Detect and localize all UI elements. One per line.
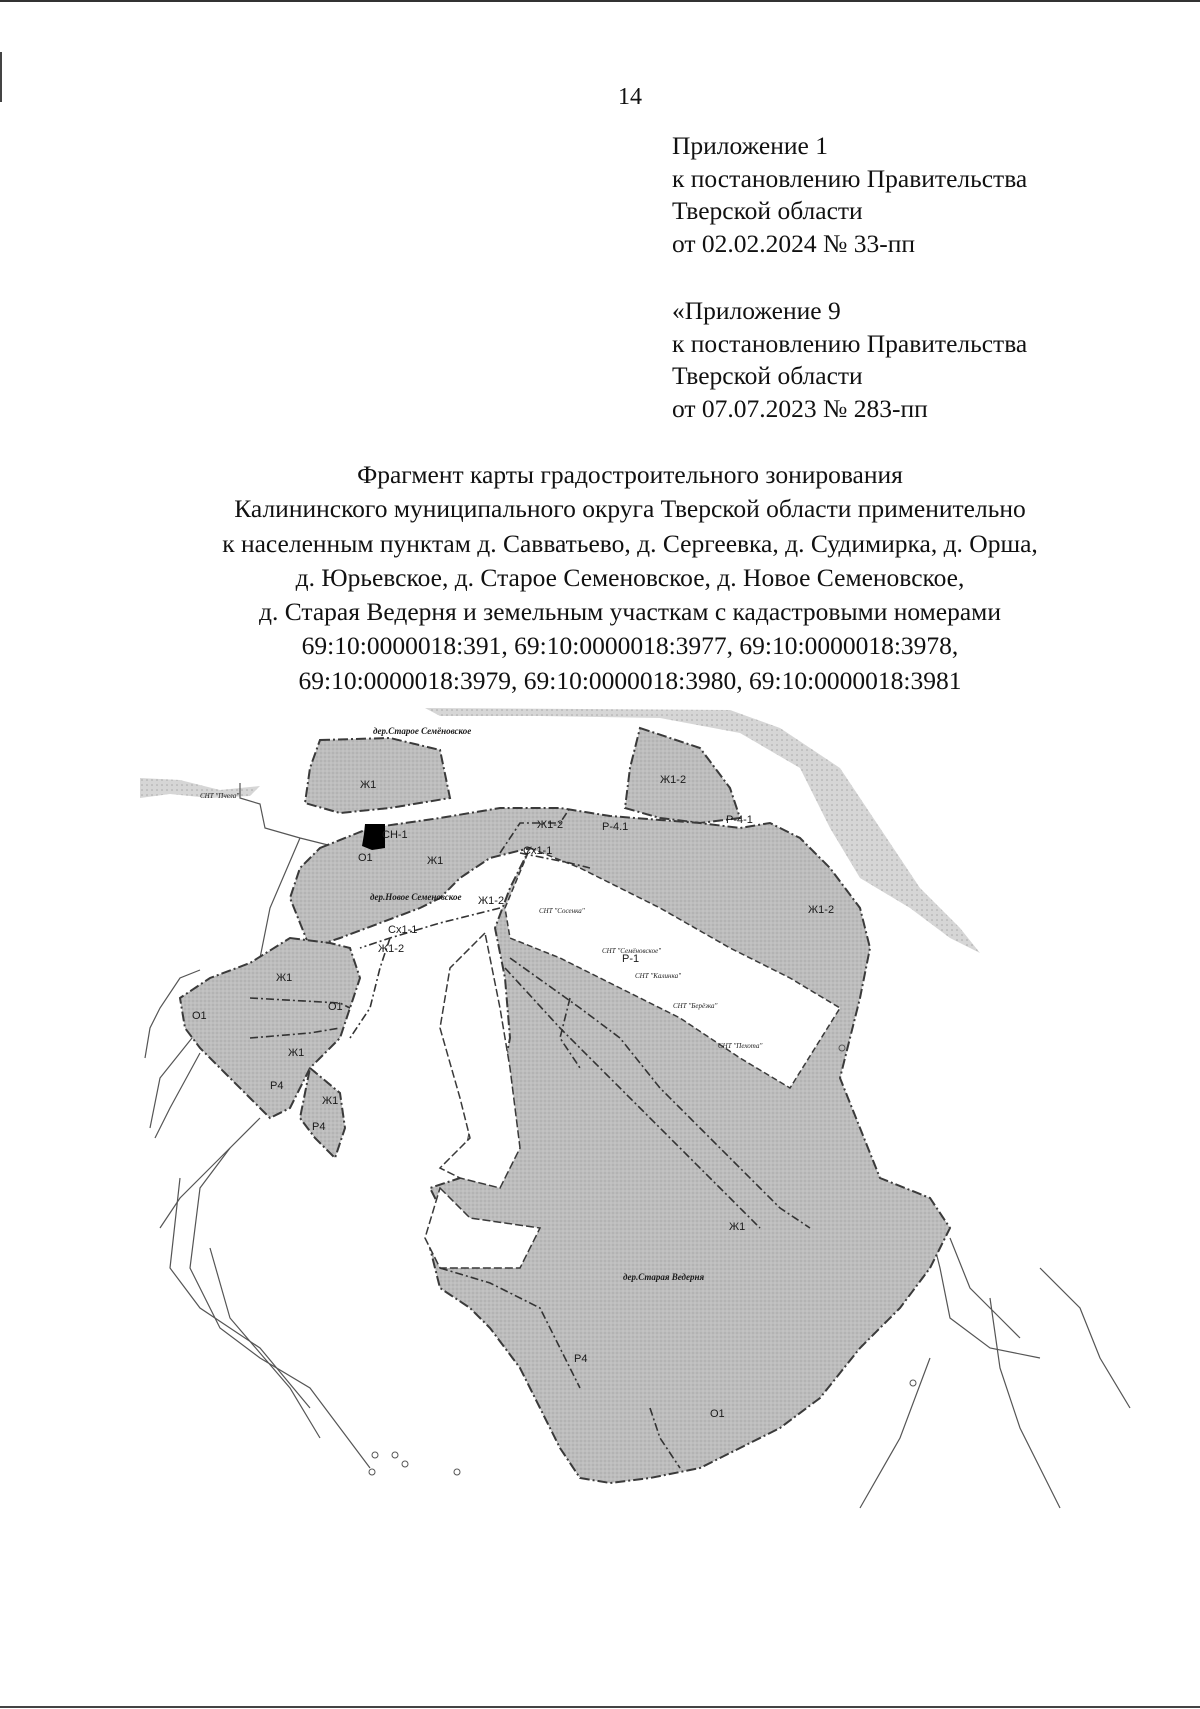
title-line: 69:10:0000018:391, 69:10:0000018:3977, 69:10:0000018:3978,: [301, 631, 959, 661]
title-line: к населенным пунктам д. Савватьево, д. Сергеевка, д. Судимирка, д. Орша,: [222, 528, 1038, 558]
zone-label: Ж1-2: [808, 904, 835, 916]
appendix-1-line: к постановлению Правительства: [672, 163, 1028, 193]
scan-top-edge: [0, 0, 1200, 2]
title-line: 69:10:0000018:3979, 69:10:0000018:3980, 69:10:0000018:3981: [298, 665, 962, 695]
zone-label: Ж1: [360, 779, 377, 791]
zone-label: Ж1-2: [478, 895, 505, 907]
snt-label: СНТ "Калинка": [635, 972, 682, 980]
title-line: д. Старая Ведерня и земельным участкам с кадастровыми номерами: [259, 597, 1001, 627]
appendix-1-line: Приложение 1: [672, 131, 828, 160]
title-line: Калининского муниципального округа Тверской области применительно: [234, 494, 1026, 524]
scan-bottom-edge: [0, 1706, 1200, 1708]
zone-label: Сх1-1: [388, 924, 418, 936]
zone-label: Ж1: [427, 855, 444, 867]
map-title: [40, 458, 1200, 698]
zone-label: Р-4-1: [726, 814, 753, 826]
place-label: дер.Старое Семёновское: [373, 726, 472, 736]
zone-label: Ж1-2: [660, 774, 687, 786]
zone-label: Ж1: [322, 1095, 339, 1107]
title-line: д. Юрьевское, д. Старое Семеновское, д. Новое Семеновское,: [295, 562, 965, 592]
snt-label: СНТ "Берёзка": [673, 1002, 718, 1010]
zone-label: Р4: [270, 1080, 284, 1092]
zoning-map-svg: [140, 708, 1180, 1578]
zone-label: Р-4.1: [602, 821, 629, 833]
zone-label: Ж1: [276, 972, 293, 984]
snt-label: СНТ "Семёновское": [602, 947, 662, 955]
zone-label: Ж1: [288, 1047, 305, 1059]
zone-label: Ж1-2: [378, 943, 405, 955]
zone-label: О1: [710, 1408, 725, 1420]
appendix-1-line: Тверской области: [672, 196, 863, 225]
appendix-9-line: от 07.07.2023 № 283-пп: [672, 393, 928, 423]
zone-label: СН-1: [382, 829, 408, 841]
zone-label: Р-1: [622, 953, 640, 965]
place-label: дер.Старая Ведерня: [623, 1272, 705, 1282]
zones: [180, 728, 950, 1483]
appendix-1-line: от 02.02.2024 № 33-пп: [672, 228, 916, 258]
appendix-1-heading: [672, 130, 1027, 260]
zone-label: О1: [192, 1010, 207, 1022]
snt-label: СНТ "Пчела": [200, 792, 240, 800]
snt-label: СНТ "Пехота": [718, 1042, 763, 1050]
zone-label: О1: [358, 852, 373, 864]
zone-label: Ж1-2: [537, 819, 564, 831]
appendix-9-line: «Приложение 9: [672, 296, 841, 325]
zoning-map: [140, 708, 1180, 1578]
zone-label: Р4: [574, 1353, 588, 1365]
appendix-9-heading: [672, 295, 1027, 425]
zone-polygon: [305, 738, 450, 813]
snt-label: СНТ "Сосенка": [539, 907, 585, 915]
page-number: 14: [618, 84, 642, 110]
zone-label: О1: [328, 1001, 343, 1013]
title-line: Фрагмент карты градостроительного зонирования: [357, 460, 903, 489]
zone-label: Сх1-1: [523, 845, 553, 857]
zone-label: Ж1: [729, 1221, 746, 1233]
zone-polygon: [300, 1068, 345, 1158]
place-label: дер.Новое Семеновское: [370, 892, 462, 902]
zone-label: Р4: [312, 1121, 326, 1133]
appendix-9-line: Тверской области: [672, 361, 863, 390]
appendix-9-line: к постановлению Правительства: [672, 328, 1028, 358]
